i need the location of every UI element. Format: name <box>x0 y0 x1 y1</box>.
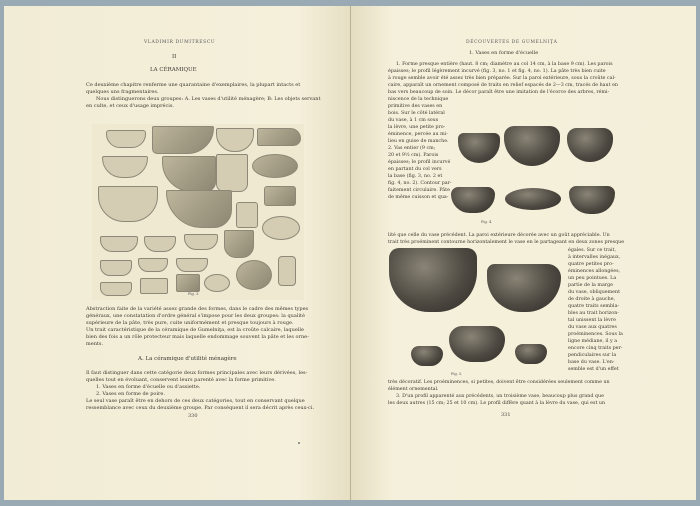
column-line: éminences allongées, <box>568 269 621 274</box>
intro-line-3: Nous distinguerons deux groupes: A. Les vases d'utilité ménagère; B: Les objets servant <box>96 96 321 102</box>
list-line-5: Le seul vase paraît être en dehors de ces deux catégories, tout en conservant quelque <box>86 398 305 404</box>
column-line: du vase aux quatres <box>568 325 617 330</box>
column-line: encore cinq traits per- <box>568 346 623 351</box>
fig5-vase-3 <box>449 326 505 362</box>
fig5-vase-5 <box>515 344 547 364</box>
left-page <box>4 6 350 500</box>
fig5-vase-1 <box>389 248 477 312</box>
column-line: primitive des vases en <box>388 104 443 109</box>
column-line: à intervalles inégaux, <box>568 255 621 260</box>
text-line-3: à rouge semble avoir été assez très bien préparée. Sur la paroi extérieure, sous la croûte cal- <box>388 76 616 81</box>
text-line-5: bas vers beaucoup de soin. Le décor paraît être une imitation de l'écorce des arbres, rémi- <box>388 90 610 95</box>
text-line-2: épaisses; le profil légèrement incurvé (fig. 3, no. 1 et fig. 4, no. 1). La pâte très bien cuite <box>388 69 606 74</box>
figure-3-caption: Fig. 3. <box>188 292 200 296</box>
text-line-bottom-4: les deux autres (15 cm; 25 et 10 cm). Le profil diffère quant à la lèvre du vase, qui est un <box>388 401 606 406</box>
running-head-right: DÉCOUVERTES DE GUMELNIŢA <box>466 40 558 45</box>
list-line-1: Il faut distinguer dans cette catégorie deux formes principales avec leurs dérivées, les- <box>86 370 308 376</box>
body-line-2: généraux, une constatation d'ordre général s'impose pour les deux groupes: la qualité <box>86 313 306 319</box>
column-line: de droite à gauche, <box>568 297 616 302</box>
intro-line-4: en culte, et ceux d'usage imprécis. <box>86 103 175 109</box>
list-line-6: ressemblance avec ceux du deuxième groupe. Par conséquent il sera décrit après ceux-ci. <box>86 405 315 411</box>
column-line: en partant du col vers <box>388 167 442 172</box>
body-line-5: bien des fois a un rôle protecteur mais laquelle endommage souvent la pâte et les orne- <box>86 334 309 340</box>
column-line: un peu pointues. La <box>568 276 617 281</box>
text-line-4: caire, apparaît un ornement composé de traits en relief espacés de 2—3 cm, tracés de haut en <box>388 83 618 88</box>
column-line: éminence, percée au mi- <box>388 132 448 137</box>
column-line: semble est d'un effet <box>568 367 619 372</box>
right-subhead: 1. Vases en forme d'écuelle <box>469 50 539 56</box>
text-line-1: 1. Forme presque entière (haut. 8 cm; diamètre au col 14 cm, à la base 9 cm). Les parois <box>396 62 613 67</box>
intro-line-2: quelques uns fragmentaires. <box>86 89 159 95</box>
column-line: la lèvre, une petite pro- <box>388 125 446 130</box>
column-line: la base (fig. 3, no. 2 et <box>388 174 443 179</box>
column-line: ligne médiane, il y a <box>568 339 618 344</box>
body-line-3: supérieure de la pâte, très pure, cuite uniformément et presque toujours à rouge. <box>86 320 294 326</box>
column-line: bois. Sur le côté latéral <box>388 111 445 116</box>
text-line-mid-1: lité que celle du vase précédent. La paroi extérieure décorée avec un goût appréciable. Un <box>388 233 610 238</box>
list-line-4: 2. Vases en forme de poire. <box>96 391 165 397</box>
column-line: niscence de la technique <box>388 97 449 102</box>
column-line: pendiculaires sur la <box>568 353 617 358</box>
column-line: du vase, à 1 cm sous <box>388 118 439 123</box>
body-line-6: ments. <box>86 341 104 347</box>
column-line: base du vase. L'en- <box>568 360 615 365</box>
subsection-title: A. La céramique d'utilité ménagère <box>138 356 237 362</box>
column-line: du vase, obliquement <box>568 290 621 295</box>
column-line: 20 et 9½ cm). Parois <box>388 153 439 158</box>
list-line-3: 1. Vases en forme d'écuelle ou d'assiette. <box>96 384 201 390</box>
intro-line-1: Ce deuxième chapitre renferme une quarantaine d'exemplaires, la plupart intacts et <box>86 82 301 88</box>
text-line-bottom-3: 3. D'un profil apparenté aux précédents, un troisième vase, beaucoup plus grand que <box>396 394 604 399</box>
running-head-left: VLADIMIR DUMITRESCU <box>144 40 216 45</box>
column-line: lieu en guise de manche. <box>388 139 449 144</box>
fig4-vase-2 <box>504 126 560 166</box>
column-line: faitement circulaire. Pâte <box>388 188 450 193</box>
section-title: LA CÉRAMIQUE <box>150 67 197 73</box>
page-number-right: 331 <box>501 412 511 418</box>
fig4-vase-6 <box>569 186 615 214</box>
fig5-vase-2 <box>487 264 561 312</box>
list-line-2: quelles tout en évoluant, conservent leurs parenté avec la forme primitive. <box>86 377 276 383</box>
column-line: égales. Sur ce trait, <box>568 248 616 253</box>
figure-4-caption: Fig. 4. <box>481 220 493 224</box>
fig5-vase-4 <box>411 346 443 366</box>
page-speck <box>298 442 300 444</box>
column-line: épaisses; le profil incurvé <box>388 160 451 165</box>
column-line: partie de la marge <box>568 283 614 288</box>
fig4-vase-1 <box>458 133 500 163</box>
column-line: quatre petites pro- <box>568 262 614 267</box>
body-line-1: Abstraction faite de la variété assez grande des formes, dans le cadre des mêmes types <box>86 306 309 312</box>
column-line: fig. 4, no. 2). Contour par- <box>388 181 452 186</box>
fig4-vase-3 <box>567 128 613 162</box>
figure-5-caption: Fig. 5. <box>451 372 463 376</box>
fig4-vase-5 <box>505 188 561 210</box>
right-page <box>351 6 696 500</box>
section-numeral: II <box>172 54 177 60</box>
figure-3-plate <box>92 124 304 300</box>
text-line-bottom-1: très décoratif. Les proéminences, si petites, doivent être considérées seulement comme un <box>388 380 610 385</box>
column-line: tal unissent la lèvre <box>568 318 616 323</box>
fig4-vase-4 <box>451 187 495 213</box>
text-line-bottom-2: élément ornemental. <box>388 387 439 392</box>
body-line-4: Un trait caractéristique de la céramique de Gumelniţa, est la croûte calcaire, laquelle <box>86 327 304 333</box>
column-line: proéminences. Sous la <box>568 332 623 337</box>
column-line: bles au trait horizon- <box>568 311 619 316</box>
text-line-mid-2: trait très proéminent contourne horizontalement le vase en le partageant en deux zones presque <box>388 240 625 245</box>
page-number-left: 330 <box>188 413 198 419</box>
column-line: 2. Vas entier (9 cm; <box>388 146 436 151</box>
column-line: de même cuisson et qua- <box>388 195 449 200</box>
column-line: quatre traits sembla- <box>568 304 620 309</box>
